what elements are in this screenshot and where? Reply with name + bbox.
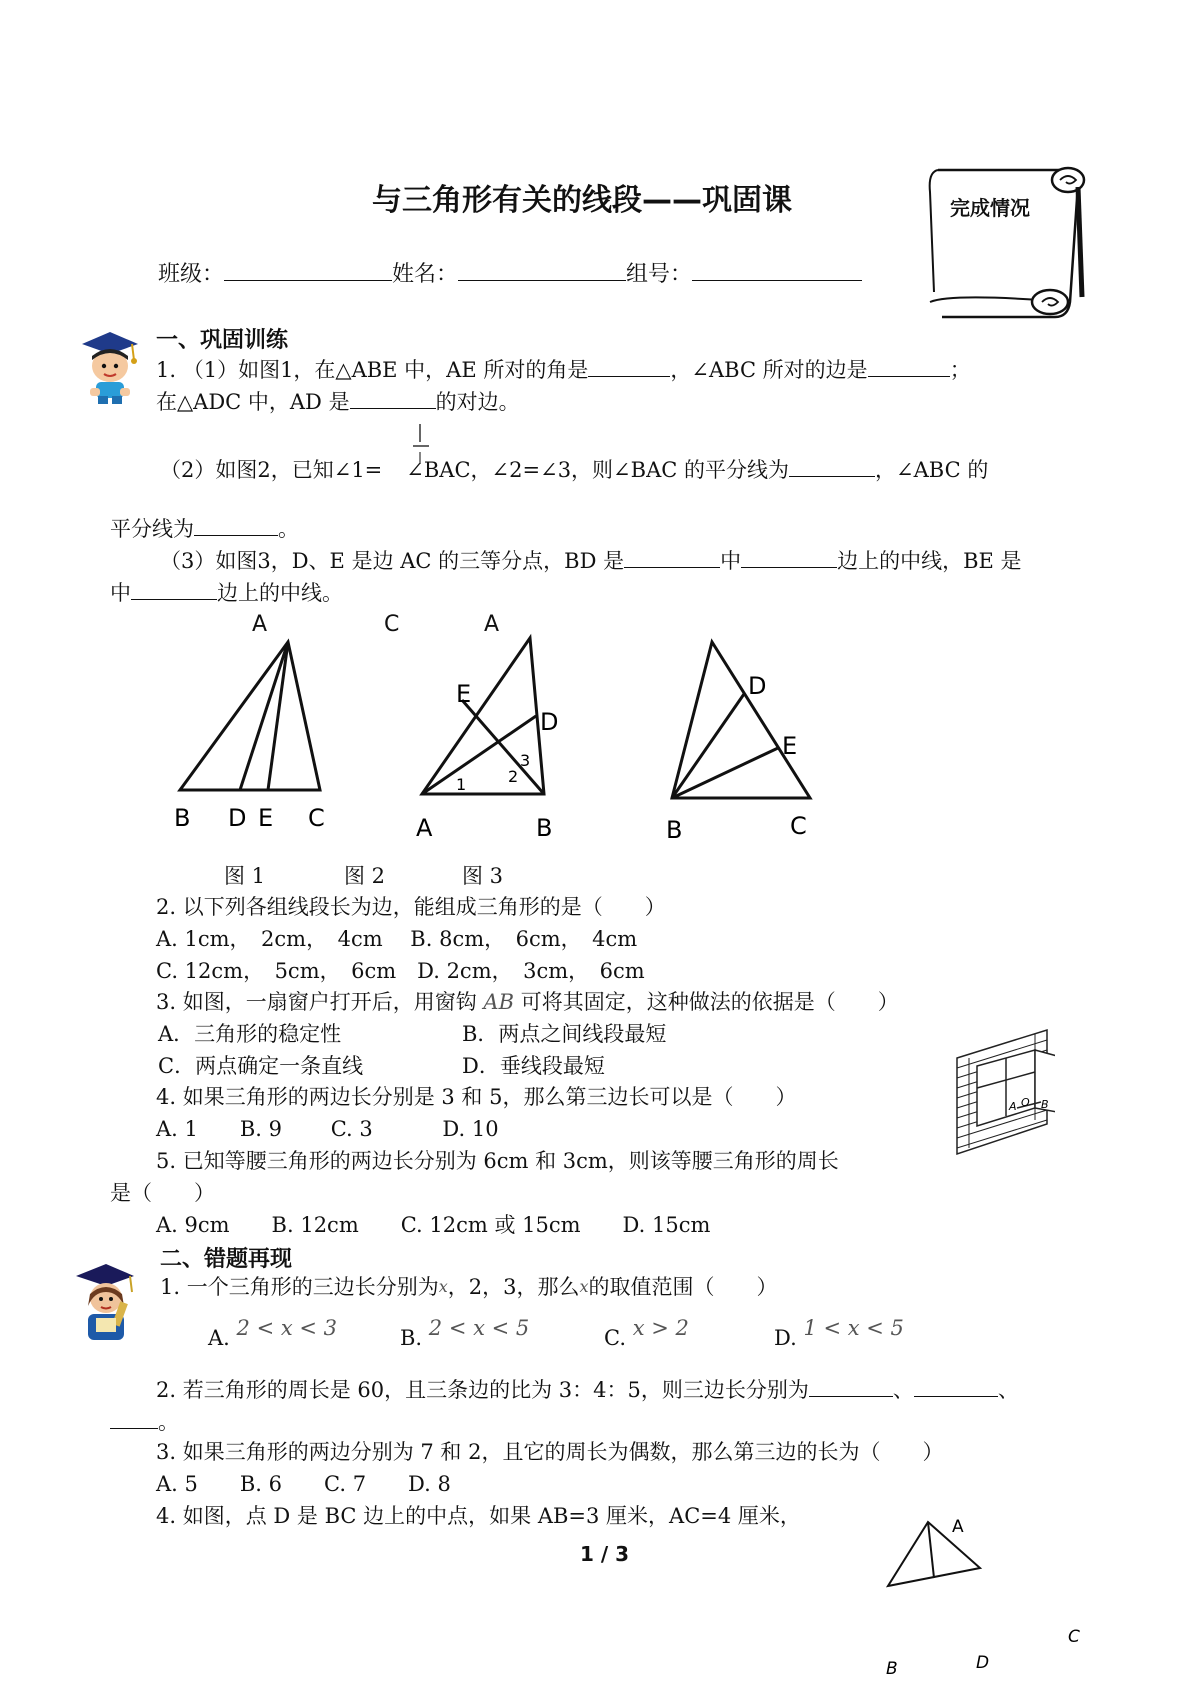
figure-top-label: A bbox=[484, 612, 500, 637]
option-label: C. bbox=[604, 1326, 626, 1350]
s2-q4-stem: 4. 如图，点 D 是 BC 边上的中点，如果 AB=3 厘米，AC=4 厘米， bbox=[156, 1504, 801, 1528]
text: （3）如图3，D、E 是边 AC 的三等分点，BD 是 bbox=[160, 549, 625, 573]
answer-blank[interactable] bbox=[131, 577, 217, 600]
s2-q3-stem: 3. 如果三角形的两边分别为 7 和 2，且它的周长为偶数，那么第三边的长为（ ） bbox=[156, 1440, 944, 1464]
answer-blank[interactable] bbox=[914, 1374, 998, 1397]
s2-q2-stem bbox=[156, 1374, 1019, 1404]
s2-q1-option-b bbox=[400, 1316, 530, 1352]
option-label: A. bbox=[208, 1326, 230, 1350]
figure-1-triangle bbox=[170, 630, 330, 840]
figure-2-triangle bbox=[410, 630, 570, 845]
text: ，2，3，那么 bbox=[447, 1275, 580, 1299]
s1-q2-stem: 2. 以下列各组线段长为边，能组成三角形的是（ ） bbox=[156, 895, 666, 919]
s1-q2-options-2: C. 12cm， 5cm， 6cm D. 2cm， 3cm， 6cm bbox=[156, 959, 645, 983]
s1-q3-option-b: B．两点之间线段最短 bbox=[462, 1022, 667, 1046]
s2-q1-stem bbox=[160, 1273, 778, 1301]
s1-q5-stem-2: 是（ ） bbox=[110, 1181, 215, 1205]
text: （2）如图2，已知∠1= bbox=[160, 458, 383, 482]
text: ； bbox=[949, 358, 971, 382]
text: ，∠ABC 的 bbox=[875, 458, 989, 482]
s1-q4-stem: 4. 如果三角形的两边长分别是 3 和 5，那么第三边长可以是（ ） bbox=[156, 1085, 797, 1109]
separator: 、 bbox=[892, 1378, 914, 1402]
text: 的取值范围（ ） bbox=[588, 1275, 778, 1299]
fig3-label-b: B bbox=[666, 816, 683, 844]
text: 边上的中线。 bbox=[217, 581, 343, 605]
text: ∠BAC，∠2=∠3，则∠BAC 的平分线为 bbox=[406, 458, 789, 482]
s1-q5-stem-1: 5. 已知等腰三角形的两边长分别为 6cm 和 3cm，则该等腰三角形的周长 bbox=[156, 1149, 839, 1173]
answer-blank[interactable] bbox=[809, 1374, 893, 1397]
text: 的对边。 bbox=[435, 390, 520, 414]
fig3-label-c: C bbox=[790, 812, 807, 840]
separator: 、 bbox=[997, 1378, 1019, 1402]
text: 中 bbox=[720, 549, 742, 573]
s2-q3-options: A. 5 B. 6 C. 7 D. 8 bbox=[156, 1472, 451, 1496]
answer-blank[interactable] bbox=[741, 545, 837, 568]
text: 在△ADC 中，AD 是 bbox=[156, 390, 350, 414]
figure-caption: 图 2 bbox=[344, 864, 386, 888]
s1-q3-option-c: C．两点确定一条直线 bbox=[158, 1054, 364, 1078]
group-label: 组号： bbox=[626, 262, 693, 287]
figure-3-triangle bbox=[660, 630, 830, 845]
answer-blank[interactable] bbox=[194, 513, 278, 536]
option-label: D. bbox=[774, 1326, 797, 1350]
figure-caption: 图 3 bbox=[462, 864, 504, 888]
s1-q1-part1-line1 bbox=[156, 354, 971, 384]
fig1-label-d: D bbox=[228, 804, 247, 832]
section1-heading: 一、巩固训练 bbox=[156, 328, 289, 353]
figure-top-label: A bbox=[252, 612, 268, 637]
window-hook-figure bbox=[955, 1028, 1055, 1158]
page-title: 与三角形有关的线段——巩固课 bbox=[372, 183, 792, 218]
group-field[interactable] bbox=[692, 258, 862, 281]
answer-blank[interactable] bbox=[868, 354, 950, 377]
section2-heading: 二、错题再现 bbox=[160, 1247, 293, 1272]
text: 平分线为 bbox=[110, 517, 194, 541]
text: 1. 一个三角形的三边长分别为 bbox=[160, 1275, 439, 1299]
fig3-label-d: D bbox=[748, 672, 767, 700]
class-field[interactable] bbox=[224, 258, 392, 281]
s2-q1-option-c bbox=[604, 1316, 689, 1352]
bottom-fig-label-c: C bbox=[1068, 1627, 1080, 1647]
fig1-label-b: B bbox=[174, 804, 191, 832]
s1-q1-part3-line1 bbox=[160, 545, 1022, 575]
text: 。 bbox=[278, 517, 299, 541]
option-math: 2 < x < 5 bbox=[428, 1316, 530, 1340]
fig2-label-3: 3 bbox=[520, 751, 531, 770]
fig2-label-a: A bbox=[416, 814, 433, 842]
bottom-fig-label-d: D bbox=[976, 1653, 990, 1673]
s1-q1-part1-line2 bbox=[156, 386, 520, 416]
figure-top-label: C bbox=[384, 612, 400, 637]
fig1-label-c: C bbox=[308, 804, 325, 832]
text: ，∠ABC 所对的边是 bbox=[670, 358, 868, 382]
s1-q1-part3-line2 bbox=[110, 577, 343, 607]
s1-q3-option-d: D．垂线段最短 bbox=[462, 1054, 605, 1078]
s2-q2-line2 bbox=[110, 1406, 179, 1436]
header-fields bbox=[158, 258, 862, 289]
bottom-fig-label-b: B bbox=[886, 1659, 898, 1679]
option-math: x > 2 bbox=[632, 1316, 689, 1340]
math-x: x bbox=[579, 1277, 589, 1296]
s1-q1-part2-line2 bbox=[110, 513, 299, 543]
text: 可将其固定，这种做法的依据是（ ） bbox=[520, 990, 899, 1014]
math-ab: AB bbox=[483, 990, 515, 1014]
bottom-triangle-figure bbox=[880, 1512, 1100, 1684]
option-math: 2 < x < 3 bbox=[236, 1316, 337, 1340]
fig2-label-d: D bbox=[540, 708, 559, 736]
window-label-a: A bbox=[1009, 1100, 1017, 1113]
s2-q1-option-d bbox=[774, 1316, 904, 1352]
text: 。 bbox=[158, 1410, 179, 1434]
math-x: x bbox=[438, 1277, 448, 1296]
fig3-label-e: E bbox=[782, 732, 798, 760]
s1-q2-options-1: A. 1cm， 2cm， 4cm B. 8cm， 6cm， 4cm bbox=[156, 927, 638, 951]
s1-q5-options: A. 9cm B. 12cm C. 12cm 或 15cm D. 15cm bbox=[156, 1213, 711, 1237]
class-label: 班级： bbox=[158, 262, 225, 287]
fig2-label-1: 1 bbox=[456, 775, 467, 794]
option-label: B. bbox=[400, 1326, 423, 1350]
text: 2. 若三角形的周长是 60，且三条边的比为 3：4：5，则三边长分别为 bbox=[156, 1378, 809, 1402]
text: 3. 如图，一扇窗户打开后，用窗钩 bbox=[156, 990, 477, 1014]
page-number: 1 / 3 bbox=[580, 1542, 630, 1566]
text: 1. （1）如图1，在△ABE 中，AE 所对的角是 bbox=[156, 358, 589, 382]
s2-q1-option-a bbox=[208, 1316, 337, 1352]
window-label-o: O bbox=[1021, 1096, 1030, 1109]
fig1-label-e: E bbox=[258, 804, 274, 832]
bottom-fig-label-a: A bbox=[952, 1517, 964, 1537]
answer-blank[interactable] bbox=[624, 545, 720, 568]
completion-scroll-graphic bbox=[920, 162, 1090, 327]
fig2-label-e: E bbox=[456, 680, 472, 708]
scroll-label: 完成情况 bbox=[950, 196, 1030, 220]
s1-q1-part2-line1 bbox=[160, 454, 988, 484]
student-boy-icon bbox=[74, 330, 142, 406]
name-field[interactable] bbox=[458, 258, 626, 281]
fig2-label-b: B bbox=[536, 814, 553, 842]
fig2-label-2: 2 bbox=[508, 767, 519, 786]
name-label: 姓名： bbox=[392, 262, 459, 287]
s1-q3-stem bbox=[156, 988, 899, 1016]
window-label-b: B bbox=[1041, 1098, 1049, 1111]
option-math: 1 < x < 5 bbox=[803, 1316, 904, 1340]
answer-blank[interactable] bbox=[588, 354, 670, 377]
s1-q3-option-a: A．三角形的稳定性 bbox=[158, 1022, 342, 1046]
text: 中 bbox=[110, 581, 131, 605]
answer-blank[interactable] bbox=[789, 454, 875, 477]
text: 边上的中线，BE 是 bbox=[837, 549, 1022, 573]
s1-q4-options: A. 1 B. 9 C. 3 D. 10 bbox=[156, 1117, 499, 1141]
answer-blank[interactable] bbox=[350, 386, 436, 409]
answer-blank[interactable] bbox=[110, 1406, 158, 1429]
figure-caption: 图 1 bbox=[224, 864, 266, 888]
graduate-student-icon bbox=[68, 1262, 140, 1342]
